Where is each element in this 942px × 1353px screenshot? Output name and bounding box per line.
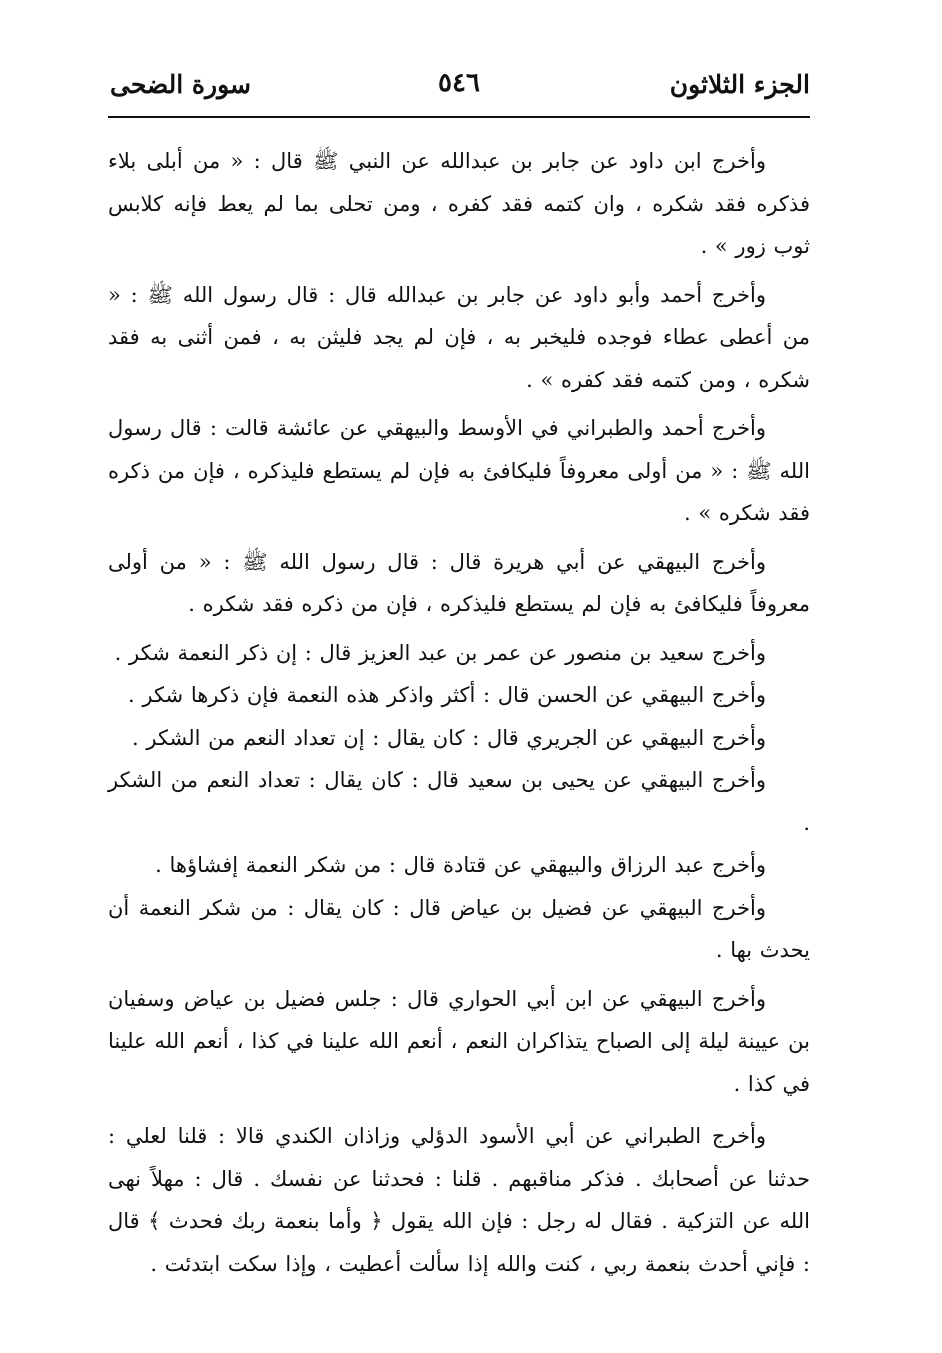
paragraph-2: وأخرج أحمد وأبو داود عن جابر بن عبدالله قال : قال رسول الله ﷺ : « من أعطى عطاء فوجده فليخبر به ، فإن لم يجد فليثن به ، فمن أثنى به فقد شكره ، ومن كتمه فقد كفره » .: [108, 282, 810, 392]
paragraph-10: وأخرج البيهقي عن فضيل بن عياض قال : كان يقال : من شكر النعمة أن يحدث بها .: [108, 895, 810, 962]
page-body: [108, 140, 810, 1291]
part-title: الجزء الثلاثون: [669, 70, 810, 99]
surah-title: سورة الضحى: [110, 70, 251, 99]
paragraph-4: وأخرج البيهقي عن أبي هريرة قال : قال رسول الله ﷺ : « من أولى معروفاً فليكافئ به فإن لم يستطع فليذكره ، فإن من ذكره فقد شكره .: [108, 549, 810, 616]
paragraph-12: وأخرج الطبراني عن أبي الأسود الدؤلي وزاذان الكندي قالا : قلنا لعلي : حدثنا عن أصحابك . فذكر مناقبهم . قلنا : فحدثنا عن نفسك . قال : مهلاً نهى الله عن التزكية . فقال له رجل : فإن الله يقول ﴿ وأما بنعمة ربك فحدث ﴾ قال : فإني أحدث بنعمة ربي ، كنت والله إذا سألت أعطيت ، وإذا سكت ابتدئت .: [108, 1124, 810, 1276]
paragraph-8: وأخرج البيهقي عن يحيى بن سعيد قال : كان يقال : تعداد النعم من الشكر .: [108, 768, 810, 835]
paragraph-1: وأخرج ابن داود عن جابر بن عبدالله عن النبي ﷺ قال : « من أبلى بلاء فذكره فقد شكره ، وان كتمه فقد كفره ، ومن تحلى بما لم يعط فإنه كلابس ثوب زور » .: [108, 149, 810, 258]
paragraph-5: وأخرج سعيد بن منصور عن عمر بن عبد العزيز قال : إن ذكر النعمة شكر .: [114, 640, 766, 665]
paragraph-9: وأخرج عبد الرزاق والبيهقي عن قتادة قال : من شكر النعمة إفشاؤها .: [155, 853, 766, 877]
paragraph-11: وأخرج البيهقي عن ابن أبي الحواري قال : جلس فضيل بن عياض وسفيان بن عيينة ليلة إلى الصباح يتذاكران النعم ، أنعم الله علينا في كذا ، أنعم الله علينا في كذا .: [108, 986, 810, 1096]
page-header: [108, 66, 810, 114]
paragraph-3: وأخرج أحمد والطبراني في الأوسط والبيهقي عن عائشة قالت : قال رسول الله ﷺ : « من أولى معروفاً فليكافئ به فإن لم يستطع فليذكره ، فإن من ذكره فقد شكره » .: [108, 416, 810, 525]
paragraph-6: وأخرج البيهقي عن الحسن قال : أكثر واذكر هذه النعمة فإن ذكرها شكر .: [128, 683, 766, 707]
header-rule: [108, 116, 810, 118]
page-number: ٥٤٦: [438, 68, 480, 98]
paragraph-7: وأخرج البيهقي عن الجريري قال : كان يقال : إن تعداد النعم من الشكر .: [132, 725, 766, 750]
